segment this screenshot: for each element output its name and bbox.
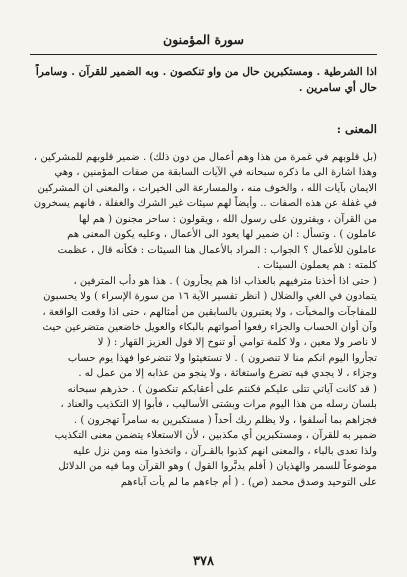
body-line: من القرآن ، ويفترون على رسول الله ، ويقولون : ساحر مجنون ( هم لها: [78, 213, 377, 225]
body-line: بلسان رسله من هذا اليوم مرات وبشتى الأساليب ، فأبوا إلا التكذيب والعناد ،: [60, 399, 377, 411]
intro-line: اذا الشرطية . ومستكبرين حال من واو تنكصون . وبه الضمير للقرآن . وسامراً: [35, 66, 377, 78]
body-line: عاملون ) . وتسأل : ان ضمير لها يعود الى الأعمال ، وعليه يكون المعنى هم: [67, 229, 377, 241]
body-line: كلمته : هم يعملون السيئات .: [256, 260, 377, 272]
body-line: عاملون للأعمال ؟ الجواب : المراد بالأعمال هنا السيئات : فكأنه قال ، عظمت: [57, 244, 377, 256]
header-divider: [30, 54, 377, 55]
body-line: وجزاء ، لا يجدي فيه تضرع واستغاثة ، ولا ينجو من عذابه إلا من عمل له .: [78, 368, 377, 380]
page-number: ٣٧٨: [193, 554, 214, 569]
body-line: الايمان بآيات الله ، والخوف منه ، والمسارعة الى الخيرات ، والمعنى ان المشركين: [37, 182, 377, 194]
body-line: على التوحيد وصدق محمد (ص) . ( أم جاءهم ما لم يأت آباءهم: [120, 476, 377, 488]
body-line: فجزاهم بما أسلفوا ، ولا يظلم ربك أحداً ( مستكبرين به سامراً تهجرون ) .: [73, 414, 377, 426]
intro-paragraph: [30, 64, 377, 96]
body-line: لا ناصر ولا معين ، ولا كلمة توامي أو تنوح إلا قول العزيز القهار : ( لا: [97, 337, 377, 349]
section-heading: المعنى :: [336, 122, 377, 136]
page-title: سورة المؤمنون: [163, 32, 244, 47]
body-line: موضوعاً للسمر والهذيان ( أفلم يدبَّروا القول ) وهو القرآن وما فيه من الدلائل: [58, 461, 377, 473]
body-line: تجأروا اليوم انكم منا لا تنصرون ) . لا تستغيثوا ولا تتضرعوا فهذا يوم حساب: [67, 352, 377, 364]
intro-line: حال أي سامرين .: [298, 82, 377, 94]
body-line: يتمادون في الغي والضلال ( انظر تفسير الآية ١٦ من سورة الإسراء ) ولا يحسبون: [43, 291, 377, 303]
body-line: في غفلة عن هذه الصفات .. وأيضاً لهم سيئات غير الشرك والغفلة ، فانهم يسخرون: [33, 198, 377, 210]
body-line: (بل قلوبهم في غمرة من هذا وهم أعمال من دون ذلك) . ضمير قلوبهم للمشركين ،: [33, 152, 377, 163]
body-line: ضمير به للقرآن ، ومستكبرين أي مكذبين ، لأن الاستعلاء يتضمن معنى التكذيب: [54, 430, 377, 442]
body-line: وآن أوان الحساب والجزاء رفعوا أصواتهم بالبكاء والعويل خاضعين متضرعين حيث: [42, 321, 377, 333]
body-line: ( قد كانت آياتي تتلى عليكم فكنتم على أعقابكم تنكصون ) . حذرهم سبحانه: [67, 383, 377, 395]
body-line: للمفاجآت والمخبآت ، ولا يعتبرون بالسابقين من أمثالهم ، حتى اذا وقعت الواقعة ،: [42, 306, 377, 318]
body-line: ولذا تعدى بالباء ، والمعنى انهم كذبوا بالقـرآن ، واتخذوا منه ومن نزل عليه: [73, 445, 377, 457]
body-line: ( حتى اذا أخذنا مترفيهم بالعذاب اذا هم يجأرون ) . هذا هو دأب المترفين ،: [73, 275, 377, 287]
body-line: وهذا اشارة الى ما ذكره سبحانه في الآيات السابقة من صفات المؤمنين ، وهي: [54, 167, 377, 179]
body-text: [30, 150, 377, 490]
